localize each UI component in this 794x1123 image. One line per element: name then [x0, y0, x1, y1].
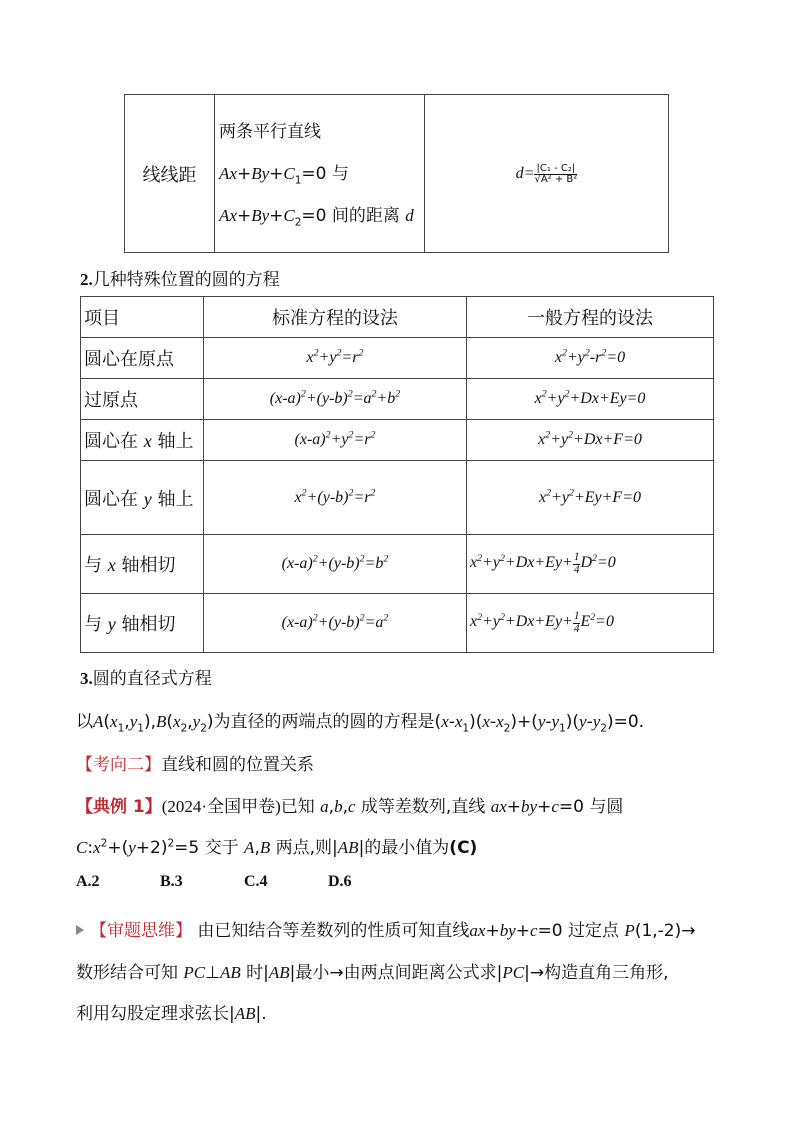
diameter-equation-text: 以$A(x_1,y_1),B(x_2,y_2)$为直径的两端点的圆的方程是$(x-x_1)(x-x_2)+(y-y_1)(y-y_2)=0$. [76, 712, 645, 735]
circle-equation-table [80, 296, 714, 653]
row-item: 圆心在原点 [81, 338, 204, 379]
option-b: B.3 [160, 873, 183, 890]
expand-triangle-icon[interactable] [76, 925, 84, 935]
option-c: C.4 [244, 873, 268, 890]
table-row [81, 379, 714, 420]
row-item: 与 x 轴相切 [81, 535, 204, 594]
column-header: 标准方程的设法 [204, 297, 467, 338]
thinking-line-3: 利用勾股定理求弦长|AB|. [76, 1004, 267, 1024]
standard-form: $(x-a)^2+y^2=r^2$ [204, 420, 467, 461]
table-row [81, 594, 714, 653]
table-row [81, 338, 714, 379]
row-description [215, 95, 425, 253]
column-header: 一般方程的设法 [467, 297, 714, 338]
column-header: 项目 [81, 297, 204, 338]
general-form: $x^2+y^2-r^2=0$ [467, 338, 714, 379]
desc-line: $Ax+By+C_2=0$ 间的距离 d [219, 205, 414, 228]
table-row [81, 461, 714, 535]
general-form: $x^2+y^2+Dx+Ey+$ $\frac{1}{4}$ $E^2=0$ [467, 594, 714, 653]
section-2-heading: 2.几种特殊位置的圆的方程 [80, 270, 280, 290]
example-line-1: 【典例 1】(2024·全国甲卷)已知 a,b,c 成等差数列,直线 ax+by+c=0 与圆 [76, 797, 624, 817]
standard-form: $(x-a)^2+(y-b)^2=a^2$ [204, 594, 467, 653]
table-header-row [81, 297, 714, 338]
desc-line: 两条平行直线 [219, 121, 321, 142]
standard-form: $(x-a)^2+(y-b)^2=b^2$ [204, 535, 467, 594]
row-item: 圆心在 y 轴上 [81, 461, 204, 535]
row-label: 线线距 [125, 95, 215, 253]
row-item: 与 y 轴相切 [81, 594, 204, 653]
general-form: $x^2+y^2+Ey+F=0$ [467, 461, 714, 535]
table-row [125, 95, 669, 253]
standard-form: $x^2+y^2=r^2$ [204, 338, 467, 379]
standard-form: $(x-a)^2+(y-b)^2=a^2+b^2$ [204, 379, 467, 420]
distance-table [124, 94, 669, 253]
general-form: $x^2+y^2+Dx+Ey+$ $\frac{1}{4}$ $D^2=0$ [467, 535, 714, 594]
table-row [81, 420, 714, 461]
row-item: 过原点 [81, 379, 204, 420]
example-tag: 【典例 1】 [76, 797, 162, 817]
general-form: $x^2+y^2+Dx+Ey=0$ [467, 379, 714, 420]
distance-formula: d= $\frac{\text{|C₁ - C₂|}}{\text{√A² + B²}}$ [425, 95, 669, 253]
table-row [81, 535, 714, 594]
section-3-heading: 3.圆的直径式方程 [80, 669, 212, 689]
topic-heading: 【考向二】直线和圆的位置关系 [76, 755, 314, 775]
general-form: $x^2+y^2+Dx+F=0$ [467, 420, 714, 461]
thinking-line-2: 数形结合可知 PC⊥AB 时|AB|最小→由两点间距离公式求|PC|→构造直角三角形, [76, 963, 669, 983]
thinking-line-1: 【审题思维】 由已知结合等差数列的性质可知直线ax+by+c=0 过定点 P(1,-2)→ [76, 916, 696, 941]
option-d: D.6 [328, 873, 352, 890]
example-line-2: $C:x^2+(y+2)^2=5$ 交于 A,B 两点,则|AB|的最小值为(C) [76, 837, 478, 858]
thinking-tag: 【审题思维】 [90, 921, 192, 941]
topic-tag: 【考向二】 [76, 755, 161, 775]
row-item: 圆心在 x 轴上 [81, 420, 204, 461]
option-a: A.2 [76, 873, 100, 890]
standard-form: $x^2+(y-b)^2=r^2$ [204, 461, 467, 535]
desc-line: $Ax+By+C_1=0$ 与 [219, 163, 349, 186]
